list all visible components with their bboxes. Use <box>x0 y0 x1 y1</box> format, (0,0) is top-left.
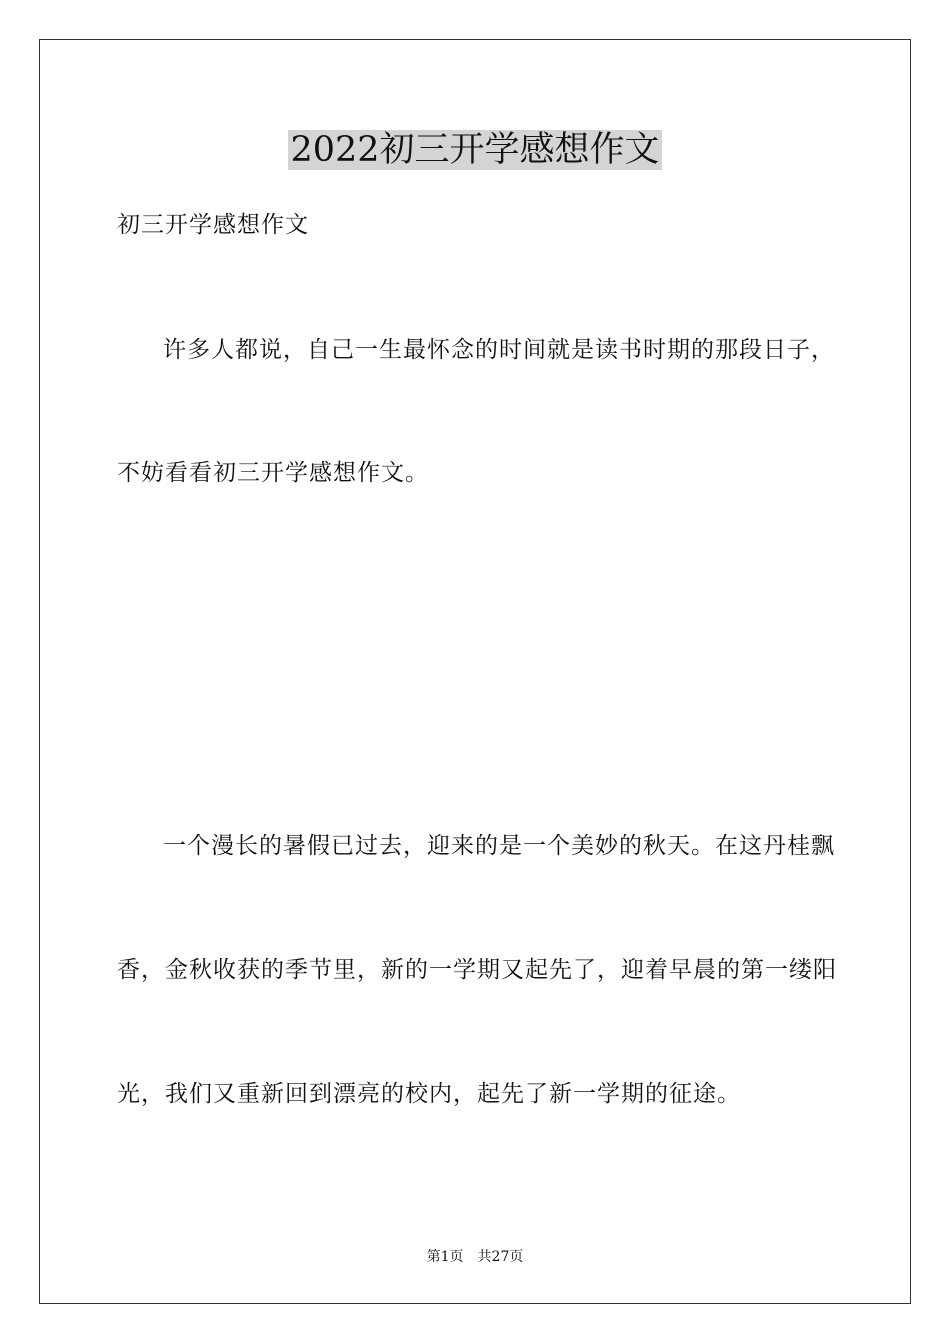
document-title-text: 2022初三开学感想作文 <box>290 130 660 170</box>
paragraph-1-line-1: 许多人都说，自己一生最怀念的时间就是读书时期的那段日子， <box>163 337 835 363</box>
document-subtitle: 初三开学感想作文 <box>117 212 309 238</box>
paragraph-2-line-1: 一个漫长的暑假已过去，迎来的是一个美妙的秋天。在这丹桂飘 <box>163 833 835 859</box>
paragraph-2-line-3: 光，我们又重新回到漂亮的校内，起先了新一学期的征途。 <box>117 1081 741 1107</box>
page-number-footer: 第1页 共27页 <box>426 1249 524 1265</box>
document-title <box>0 126 950 174</box>
paragraph-2-line-2: 香，金秋收获的季节里，新的一学期又起先了，迎着早晨的第一缕阳 <box>117 957 837 983</box>
paragraph-1-line-2: 不妨看看初三开学感想作文。 <box>117 460 429 486</box>
